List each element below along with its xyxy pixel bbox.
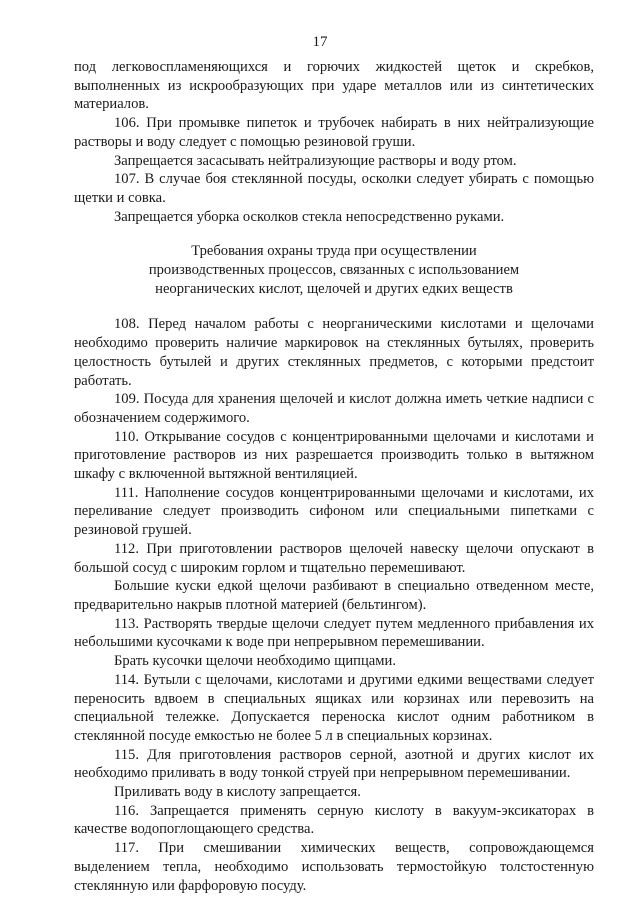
paragraph-117: 117. При смешивании химических веществ, сопровождающемся выделением тепла, необходимо использовать термостойкую толстостенную стеклянную или фарфоровую посуду. (74, 840, 594, 894)
section-heading-line: производственных процессов, связанных с использованием (148, 262, 520, 279)
paragraph-107-prohibition: Запрещается уборка осколков стекла непосредственно руками. (114, 208, 505, 225)
paragraph-111: 111. Наполнение сосудов концентрированными щелочами и кислотами, их переливание следует производить сифоном или специальными пипетками с резиновой грушей. (74, 484, 594, 539)
paragraph-continuation: под легковоспламеняющихся и горючих жидкостей щеток и скребков, выполненных из искрообразующих при ударе металлов или из синтетических материалов. (74, 59, 594, 113)
paragraph-110: 110. Открывание сосудов с концентрированными щелочами и кислотами и приготовление растворов из них разрешается производить только в вытяжном шкафу с включенной вытяжной вентиляцией. (74, 428, 594, 483)
paragraph-113-detail: Брать кусочки щелочи необходимо щипцами. (114, 653, 396, 670)
paragraph-115: 115. Для приготовления растворов серной, азотной и других кислот их необходимо приливать в воду тонкой струей при непрерывном перемешивании. (74, 746, 594, 782)
paragraph-116: 116. Запрещается применять серную кислоту в вакуум-эксикаторах в качестве водопоглощающего средства. (74, 802, 594, 838)
paragraph-112-detail: Большие куски едкой щелочи разбивают в специально отведенном месте, предварительно накрыв плотной материей (бельтингом). (74, 578, 594, 613)
section-heading-line: Требования охраны труда при осуществлении (191, 243, 477, 260)
paragraph-115-prohibition: Приливать воду в кислоту запрещается. (114, 784, 361, 801)
page-number: 17 (312, 34, 328, 50)
document-body (74, 58, 594, 895)
paragraph-107: 107. В случае боя стеклянной посуды, осколки следует убирать с помощью щетки и совка. (74, 171, 594, 206)
paragraph-108: 108. Перед началом работы с неорганическими кислотами и щелочами необходимо проверить наличие маркировок на стеклянных бутылях, проверить целостность бутылей и других стеклянных предметов, с которыми предстоит работать. (74, 316, 594, 389)
paragraph-113: 113. Растворять твердые щелочи следует путем медленного прибавления их небольшими кусочками к воде при непрерывном перемешивании. (74, 615, 594, 651)
section-heading (74, 242, 594, 298)
paragraph-106-prohibition: Запрещается засасывать нейтрализующие растворы и воду ртом. (114, 152, 517, 169)
paragraph-112: 112. При приготовлении растворов щелочей навеску щелочи опускают в большой сосуд с широким горлом и тщательно перемешивают. (74, 540, 594, 576)
paragraph-114: 114. Бутыли с щелочами, кислотами и другими едкими веществами следует переносить вдвоем в специальных ящиках или корзинах или перевозить на специальной тележке. Допускается переноска кислот одним работником в стеклянной посуде емкостью не более 5 л в специальных корзинах. (74, 671, 594, 744)
paragraph-109: 109. Посуда для хранения щелочей и кислот должна иметь четкие надписи с обозначением содержимого. (74, 391, 594, 426)
paragraph-106: 106. При промывке пипеток и трубочек набирать в них нейтрализующие растворы и воду следует с помощью резиновой груши. (74, 115, 594, 150)
section-heading-line: неорганических кислот, щелочей и других едких веществ (155, 280, 513, 297)
